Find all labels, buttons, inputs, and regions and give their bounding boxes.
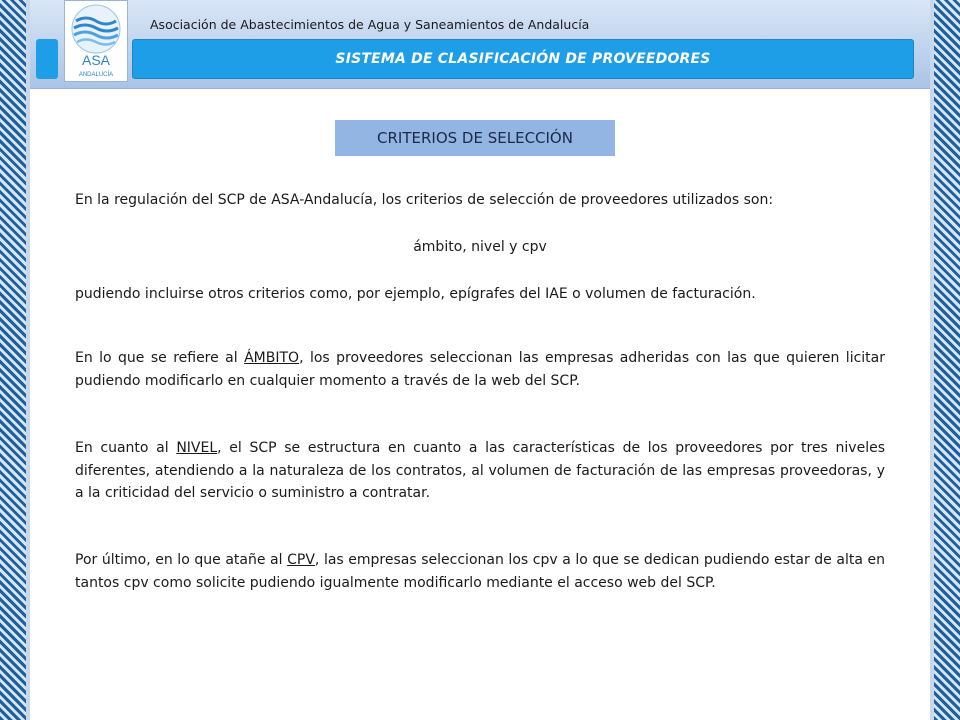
left-border-inner	[26, 0, 30, 720]
cpv-paragraph	[75, 549, 885, 594]
other-criteria-paragraph: pudiendo incluirse otros criterios como, por ejemplo, epígrafes del IAE o volumen de facturación.	[75, 286, 756, 302]
intro-paragraph: En la regulación del SCP de ASA-Andalucía, los criterios de selección de proveedores utilizados son:	[75, 192, 774, 208]
nivel-text-before: En cuanto al	[75, 440, 177, 456]
cpv-text-before: Por último, en lo que atañe al	[75, 552, 288, 568]
nivel-text-after: , el SCP se estructura en cuanto a las características de los proveedores por tres niveles diferentes, atendiendo a la naturaleza de los contratos, al volumen de facturación de las empresas proveedoras, y a la criticidad del servicio o suministro a contratar.	[75, 440, 885, 501]
section-title: CRITERIOS DE SELECCIÓN	[377, 129, 573, 147]
cpv-text-after: , las empresas seleccionan los cpv a lo que se dedican pudiendo estar de alta en tantos cpv como solicite pudiendo igualmente modificarlo mediante el acceso web del SCP.	[75, 552, 885, 591]
criteria-list: ámbito, nivel y cpv	[413, 239, 547, 255]
ambito-keyword: ÁMBITO	[244, 350, 300, 366]
ambito-paragraph	[75, 347, 885, 392]
ambito-text-after: , los proveedores seleccionan las empresas adheridas con las que quieren licitar pudiendo modificarlo en cualquier momento a través de la web del SCP.	[75, 350, 885, 389]
right-decorative-border	[934, 0, 960, 720]
svg-text:ASA: ASA	[81, 52, 111, 68]
right-border-inner	[930, 0, 934, 720]
nivel-paragraph	[75, 437, 885, 505]
nivel-keyword: NIVEL	[176, 440, 218, 456]
section-title-box	[335, 120, 615, 156]
svg-text:ANDALUCÍA: ANDALUCÍA	[78, 72, 114, 78]
ambito-text-before: En lo que se refiere al	[75, 350, 245, 366]
cpv-keyword: CPV	[287, 552, 315, 568]
asa-logo	[64, 0, 128, 82]
header	[30, 0, 930, 89]
system-title: SISTEMA DE CLASIFICACIÓN DE PROVEEDORES	[335, 51, 711, 67]
asa-logo-icon	[65, 1, 127, 81]
left-decorative-border	[0, 0, 26, 720]
system-title-bar	[132, 39, 914, 79]
org-name: Asociación de Abastecimientos de Agua y Saneamientos de Andalucía	[150, 17, 590, 32]
header-accent-tab	[36, 39, 58, 79]
